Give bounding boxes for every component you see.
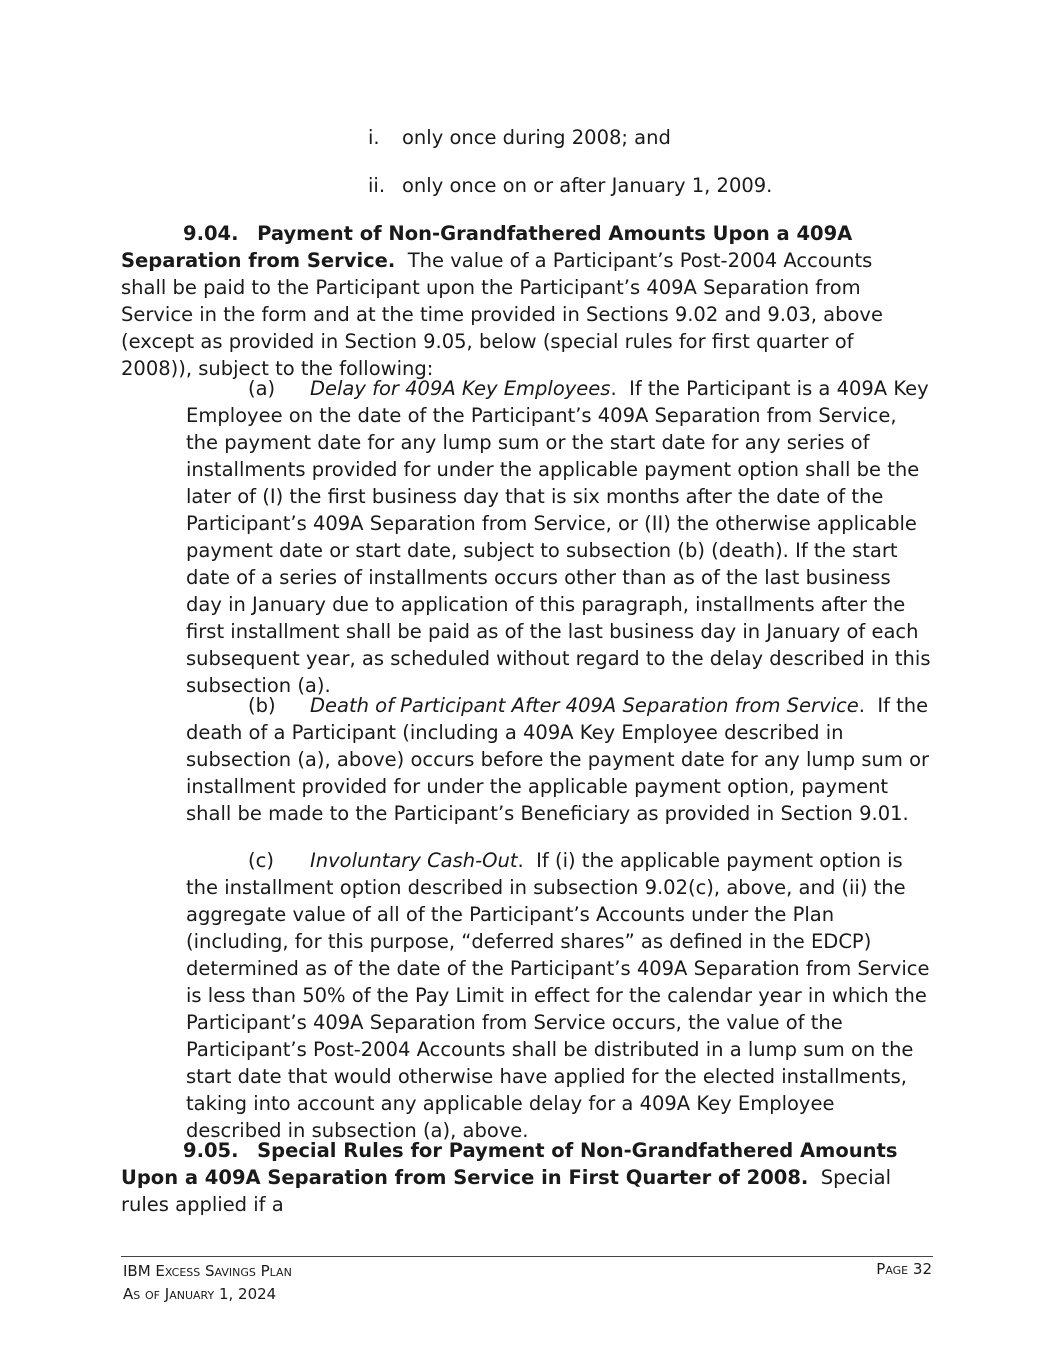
- section-9-04: [121, 220, 921, 382]
- subsection-c: (c) Involuntary Cash-Out. If (i) the applicable payment option is the installment option described in subsection 9.02(c), above, and (ii) the aggregate value of all of the Participant’s Accounts under the Plan (including, for this purpose, “deferred shares” as defined in the EDCP) determined as of the date of the Participant’s 409A Separation from Service is less than 50% of the Pay Limit in effect for the calendar year in which the Participant’s 409A Separation from Service occurs, the value of the Participant’s Post-2004 Accounts shall be distributed in a lump sum on the start date that would otherwise have applied for the elected installments, taking into account any applicable delay for a 409A Key Employee described in subsection (a), above.: [186, 849, 930, 1142]
- footer-as-of: As of January 1, 2024: [123, 1285, 277, 1303]
- list-item-text: only once on or after January 1, 2009.: [402, 174, 773, 197]
- subsection-title: Delay for 409A Key Employees: [310, 377, 611, 400]
- section-body: Special rules applied if a: [121, 1166, 891, 1216]
- subsection-b: (b) Death of Participant After 409A Separation from Service. If the death of a Participant (including a 409A Key Employee described in subsection (a), above) occurs before the payment date for any lump sum or installment provided for under the applicable payment option, payment shall be made to the Participant’s Beneficiary as provided in Section 9.01.: [186, 694, 930, 825]
- subsection-body: If the death of a Participant (including a 409A Key Employee described in subsection (a), above) occurs before the payment date for any lump sum or installment provided for under the applicable payment option, payment shall be made to the Participant’s Beneficiary as provided in Section 9.01.: [186, 694, 930, 825]
- page-number: Page 32: [876, 1260, 932, 1278]
- section-number: 9.04.: [183, 222, 239, 245]
- section-heading: Special Rules for Payment of Non-Grandfathered Amounts Upon a 409A Separation from Service in First Quarter of 2008.: [121, 1139, 898, 1189]
- section-number: 9.05.: [183, 1139, 239, 1162]
- section-body: The value of a Participant’s Post-2004 Accounts shall be paid to the Participant upon the Participant’s 409A Separation from Service in the form and at the time provided in Sections 9.02 and 9.03, above (except as provided in Section 9.05, below (special rules for first quarter of 2008)), subject to the following:: [121, 249, 883, 380]
- list-item: [368, 172, 772, 199]
- section-9-05: [121, 1137, 921, 1218]
- subsection-label: (c): [248, 849, 274, 872]
- subsection-label: (a): [248, 377, 276, 400]
- subsection-label: (b): [248, 694, 276, 717]
- list-item-number: ii.: [368, 174, 386, 197]
- footer-divider: [121, 1256, 933, 1257]
- list-item: [368, 124, 671, 151]
- section-heading: Payment of Non-Grandfathered Amounts Upon a 409A Separation from Service.: [121, 222, 853, 272]
- subsection-a: (a) Delay for 409A Key Employees. If the Participant is a 409A Key Employee on the date of the Participant’s 409A Separation from Service, the payment date for any lump sum or the start date for any series of installments provided for under the applicable payment option shall be the later of (I) the first business day that is six months after the date of the Participant’s 409A Separation from Service, or (II) the otherwise applicable payment date or start date, subject to subsection (b) (death). If the start date of a series of installments occurs other than as of the last business day in January due to application of this paragraph, installments after the first installment shall be paid as of the last business day in January of each subsequent year, as scheduled without regard to the delay described in this subsection (a).: [186, 377, 931, 697]
- list-item-number: i.: [368, 126, 380, 149]
- subsection-body: If (i) the applicable payment option is the installment option described in subsection 9.02(c), above, and (ii) the aggregate value of all of the Participant’s Accounts under the Plan (including, for this purpose, “deferred shares” as defined in the EDCP) determined as of the date of the Participant’s 409A Separation from Service is less than 50% of the Pay Limit in effect for the calendar year in which the Participant’s 409A Separation from Service occurs, the value of the Participant’s Post-2004 Accounts shall be distributed in a lump sum on the start date that would otherwise have applied for the elected installments, taking into account any applicable delay for a 409A Key Employee described in subsection (a), above.: [186, 849, 930, 1142]
- footer-plan-name: IBM Excess Savings Plan: [123, 1262, 292, 1280]
- list-item-text: only once during 2008; and: [402, 126, 671, 149]
- subsection-title: Involuntary Cash-Out: [310, 849, 518, 872]
- subsection-title: Death of Participant After 409A Separation from Service: [310, 694, 859, 717]
- footer-left: [123, 1260, 292, 1306]
- subsection-body: If the Participant is a 409A Key Employee on the date of the Participant’s 409A Separation from Service, the payment date for any lump sum or the start date for any series of installments provided for under the applicable payment option shall be the later of (I) the first business day that is six months after the date of the Participant’s 409A Separation from Service, or (II) the otherwise applicable payment date or start date, subject to subsection (b) (death). If the start date of a series of installments occurs other than as of the last business day in January due to application of this paragraph, installments after the first installment shall be paid as of the last business day in January of each subsequent year, as scheduled without regard to the delay described in this subsection (a).: [186, 377, 931, 697]
